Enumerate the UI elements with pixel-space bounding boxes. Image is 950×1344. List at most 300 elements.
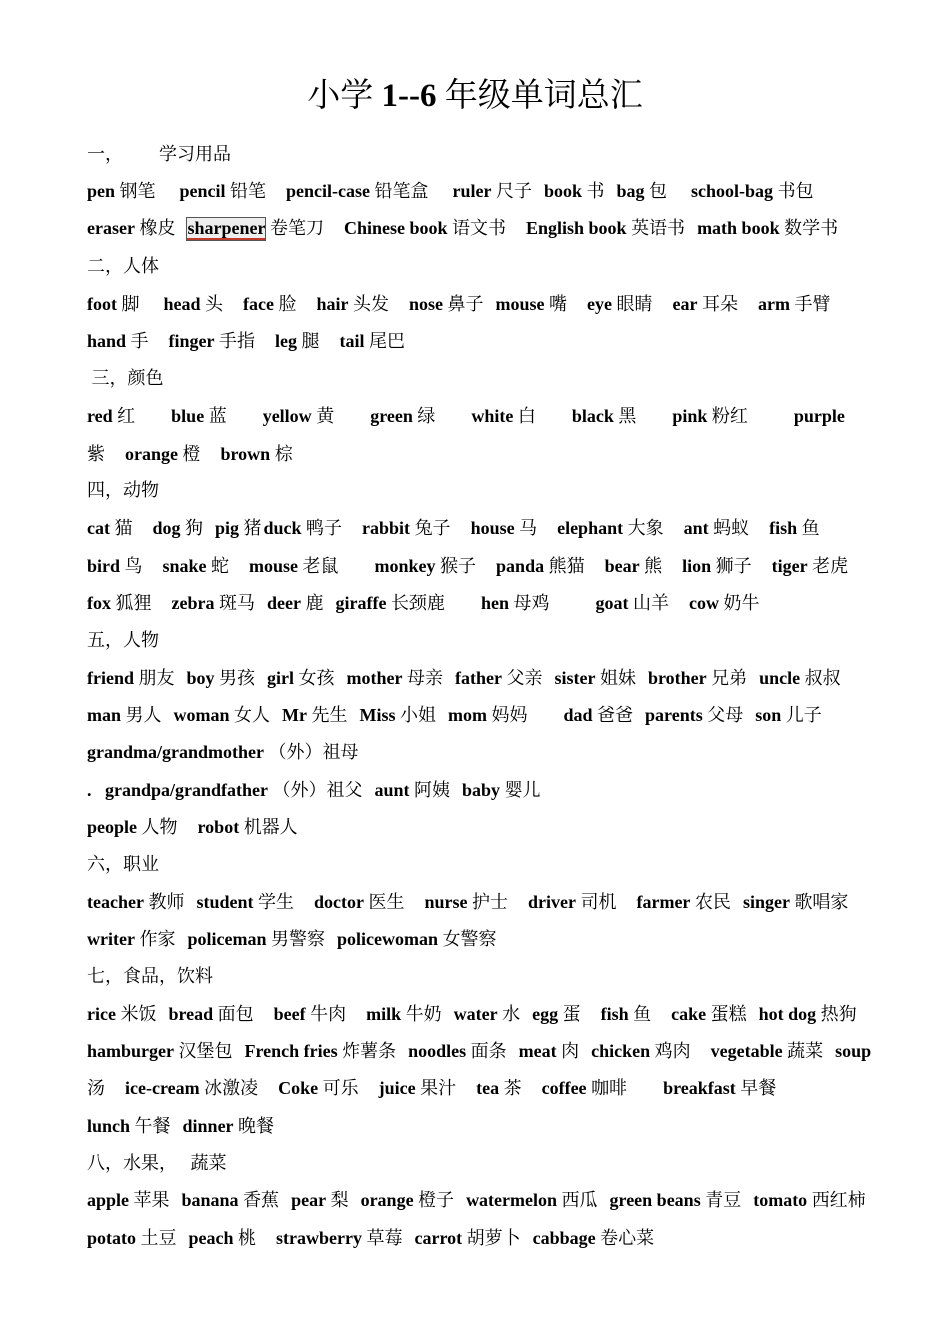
chinese-translation: 早餐	[740, 1078, 777, 1099]
english-word: duck	[263, 518, 302, 538]
word-entry	[794, 406, 845, 426]
section-heading	[87, 622, 195, 659]
chinese-translation: 尾巴	[369, 331, 406, 352]
english-word: dinner	[182, 1116, 234, 1136]
word-entry	[414, 1228, 520, 1248]
word-line	[87, 772, 541, 809]
chinese-translation: 男人	[125, 705, 162, 726]
english-word: tea	[476, 1078, 500, 1098]
chinese-translation: 朋友	[138, 668, 175, 689]
english-word: cat	[87, 518, 110, 538]
english-word: banana	[181, 1190, 239, 1210]
word-entry	[471, 518, 538, 538]
chinese-translation: 粉红	[711, 406, 748, 427]
word-entry	[87, 331, 149, 351]
word-entry	[673, 294, 738, 314]
chinese-translation: 学生	[257, 892, 294, 913]
word-entry	[682, 556, 752, 576]
chinese-translation: 大象	[627, 518, 664, 539]
chinese-translation: 脚	[121, 294, 140, 315]
word-entry	[591, 1041, 691, 1061]
word-line	[87, 1220, 654, 1257]
chinese-translation: 兔子	[414, 518, 451, 539]
word-entry	[645, 705, 743, 725]
chinese-translation: 山羊	[632, 593, 669, 614]
section-heading	[87, 360, 204, 397]
word-entry	[87, 593, 152, 613]
english-word: farmer	[636, 892, 691, 912]
chinese-translation: 西瓜	[561, 1190, 598, 1211]
word-line	[87, 210, 838, 247]
word-entry	[87, 742, 359, 762]
chinese-translation: 熊	[644, 556, 663, 577]
chinese-translation: 鸭子	[306, 518, 343, 539]
word-entry	[171, 406, 227, 426]
english-word: red	[87, 406, 113, 426]
english-word: vegetable	[710, 1041, 783, 1061]
chinese-translation: 婴儿	[504, 780, 541, 801]
english-word: hamburger	[87, 1041, 174, 1061]
english-word: meat	[518, 1041, 557, 1061]
word-entry	[249, 556, 339, 576]
chinese-translation: 爸爸	[597, 705, 634, 726]
word-entry	[282, 705, 347, 725]
word-entry	[340, 331, 406, 351]
word-line	[87, 173, 814, 210]
word-entry	[196, 892, 294, 912]
chinese-translation: 面条	[470, 1041, 507, 1062]
english-word: tail	[339, 331, 365, 351]
english-word: sister	[554, 668, 596, 688]
english-word: deer	[266, 593, 301, 613]
word-entry	[526, 218, 685, 238]
word-entry	[263, 406, 335, 426]
chinese-translation: 面包	[217, 1004, 254, 1025]
chinese-translation: 猫	[114, 518, 133, 539]
word-entry	[759, 668, 841, 688]
english-word: man	[87, 705, 122, 725]
section-heading-text: 八，水果， 蔬菜	[87, 1153, 263, 1173]
english-word: pink	[672, 406, 708, 426]
english-word: hen	[480, 593, 509, 613]
english-word: sharpener	[187, 218, 266, 238]
word-line	[87, 548, 848, 585]
chinese-translation: 作家	[139, 929, 176, 950]
english-word: lion	[682, 556, 712, 576]
chinese-translation: 兄弟	[711, 668, 748, 689]
english-word: pear	[291, 1190, 327, 1210]
word-entry	[183, 1116, 275, 1136]
chinese-translation: 女孩	[298, 668, 335, 689]
english-word: Coke	[278, 1078, 319, 1098]
chinese-translation: 肉	[561, 1041, 580, 1062]
english-word: egg	[532, 1004, 559, 1024]
english-word: foot	[87, 294, 117, 314]
chinese-translation: 米饭	[120, 1004, 157, 1025]
english-word: coffee	[541, 1078, 587, 1098]
chinese-translation: 晚餐	[238, 1116, 275, 1137]
word-entry	[87, 1041, 233, 1061]
english-word: brother	[647, 668, 707, 688]
chinese-translation: 狐狸	[115, 593, 152, 614]
chinese-translation: 儿子	[785, 705, 822, 726]
english-word: bag	[616, 181, 645, 201]
english-word: mouse	[249, 556, 299, 576]
word-entry	[564, 705, 634, 725]
chinese-translation: 姐妹	[599, 668, 636, 689]
english-word: water	[453, 1004, 498, 1024]
word-line	[87, 697, 822, 734]
english-word: math book	[697, 218, 780, 238]
word-entry	[605, 556, 663, 576]
english-word: girl	[267, 668, 295, 688]
word-line	[87, 1108, 274, 1145]
chinese-translation: 鱼	[633, 1004, 652, 1025]
word-entry	[187, 668, 256, 688]
word-entry	[663, 1078, 776, 1098]
english-word: hot dog	[758, 1004, 817, 1024]
title-prefix: 小学	[307, 78, 382, 114]
word-entry	[636, 892, 730, 912]
chinese-translation: 奶牛	[723, 593, 760, 614]
chinese-translation: 橡皮	[139, 218, 176, 239]
chinese-translation: （外）祖父	[272, 780, 363, 801]
chinese-translation: 教师	[148, 892, 185, 913]
word-entry	[375, 556, 477, 576]
word-entry	[125, 1078, 258, 1098]
word-entry	[409, 294, 484, 314]
english-word: Chinese book	[343, 218, 448, 238]
title-suffix: 年级单词总汇	[436, 78, 643, 114]
english-word: bread	[168, 1004, 214, 1024]
english-word: rabbit	[362, 518, 411, 538]
english-word: mom	[448, 705, 488, 725]
chinese-translation: 蓝	[208, 406, 227, 427]
word-entry	[466, 1190, 597, 1210]
english-word: strawberry	[276, 1228, 362, 1248]
chinese-translation: 黄	[316, 406, 335, 427]
word-entry	[758, 294, 830, 314]
word-entry	[267, 593, 323, 613]
english-word: grandma/grandmother	[87, 742, 264, 762]
word-entry	[87, 406, 135, 426]
chinese-translation: 汤	[87, 1078, 105, 1099]
chinese-translation: 书包	[777, 181, 814, 202]
word-entry	[87, 1228, 177, 1248]
english-word: fish	[600, 1004, 629, 1024]
word-entry	[163, 556, 230, 576]
section-heading	[87, 958, 245, 995]
word-entry	[286, 181, 428, 201]
chinese-translation: 卷心菜	[600, 1228, 655, 1249]
english-word: nurse	[424, 892, 468, 912]
chinese-translation: 机器人	[243, 817, 298, 838]
english-word: watermelon	[466, 1190, 558, 1210]
english-word: orange	[125, 444, 178, 464]
section-heading	[87, 846, 222, 883]
english-word: ice-cream	[125, 1078, 200, 1098]
chinese-translation: 草莓	[366, 1228, 403, 1249]
chinese-translation: 耳朵	[702, 294, 738, 315]
chinese-translation: 英语书	[631, 218, 686, 239]
word-entry	[152, 518, 203, 538]
chinese-translation: 老鼠	[302, 556, 339, 577]
english-word: potato	[87, 1228, 136, 1248]
chinese-translation: 蛇	[211, 556, 230, 577]
english-word: uncle	[759, 668, 801, 688]
word-entry	[601, 1004, 652, 1024]
word-entry	[362, 518, 451, 538]
chinese-translation: 西红柿	[811, 1190, 866, 1211]
chinese-translation: 农民	[694, 892, 731, 913]
chinese-translation: 马	[519, 518, 538, 539]
word-line	[87, 996, 857, 1033]
word-entry	[87, 444, 105, 464]
word-entry	[314, 892, 404, 912]
word-entry	[755, 705, 822, 725]
chinese-translation: 蛋	[562, 1004, 581, 1025]
word-line	[87, 1033, 871, 1070]
english-word: brown	[220, 444, 271, 464]
english-word: tiger	[771, 556, 808, 576]
chinese-translation: 包	[649, 181, 668, 202]
word-entry	[361, 1190, 455, 1210]
word-entry	[264, 518, 343, 538]
english-word: son	[755, 705, 782, 725]
english-word: dad	[563, 705, 593, 725]
word-entry	[532, 1004, 581, 1024]
word-entry	[697, 218, 838, 238]
chinese-translation: 猪	[243, 518, 262, 539]
english-word: Mr	[282, 705, 308, 725]
chinese-translation: 橙	[182, 444, 201, 465]
english-word: purple	[793, 406, 845, 426]
word-entry	[87, 929, 175, 949]
english-word: blue	[171, 406, 205, 426]
english-word: aunt	[374, 780, 410, 800]
section-heading	[87, 472, 195, 509]
chinese-translation: 鸟	[124, 556, 143, 577]
english-word: mouse	[495, 294, 545, 314]
english-word: soup	[835, 1041, 872, 1061]
chinese-translation: 桃	[238, 1228, 256, 1249]
chinese-translation: 茶	[503, 1078, 522, 1099]
word-entry	[528, 892, 616, 912]
section-heading-text: 二，人体	[87, 256, 204, 276]
chinese-translation: 头发	[353, 294, 390, 315]
word-entry	[87, 668, 175, 688]
word-entry	[557, 518, 664, 538]
word-entry	[317, 294, 390, 314]
word-entry	[180, 181, 267, 201]
word-entry	[544, 181, 605, 201]
word-entry	[496, 294, 568, 314]
chinese-translation: 熊猫	[548, 556, 585, 577]
word-entry	[87, 705, 162, 725]
word-entry	[572, 406, 637, 426]
english-word: face	[243, 294, 274, 314]
word-entry	[87, 556, 143, 576]
chinese-translation: 黑	[618, 406, 637, 427]
chinese-translation: 尺子	[496, 181, 532, 202]
chinese-translation: 冰激凌	[204, 1078, 259, 1099]
english-word: eraser	[87, 218, 135, 238]
chinese-translation: 语文书	[452, 218, 506, 239]
title-grade-range: 1--6	[381, 78, 437, 114]
chinese-translation: 蚂蚁	[713, 518, 750, 539]
chinese-translation: 书	[586, 181, 605, 202]
english-word: singer	[742, 892, 790, 912]
word-line	[87, 1182, 866, 1219]
english-word: rice	[87, 1004, 116, 1024]
english-word: goat	[595, 593, 629, 613]
word-entry	[87, 1004, 156, 1024]
english-word: snake	[162, 556, 207, 576]
english-word: juice	[378, 1078, 416, 1098]
word-entry	[274, 1004, 346, 1024]
english-word: pencil-case	[286, 181, 371, 201]
english-word: giraffe	[335, 593, 387, 613]
word-entry	[471, 406, 536, 426]
chinese-translation: 胡萝卜	[466, 1228, 521, 1249]
word-line	[87, 660, 841, 697]
chinese-translation: 斑马	[218, 593, 255, 614]
english-word: tomato	[753, 1190, 808, 1210]
chinese-translation: 午餐	[134, 1116, 171, 1137]
word-line	[87, 436, 293, 473]
word-entry	[476, 1078, 521, 1098]
english-word: panda	[496, 556, 545, 576]
word-entry	[408, 1041, 507, 1061]
word-entry	[245, 1041, 397, 1061]
english-word: peach	[188, 1228, 234, 1248]
english-word: orange	[360, 1190, 414, 1210]
word-entry	[595, 593, 669, 613]
chinese-translation: 狮子	[715, 556, 752, 577]
word-entry	[648, 668, 747, 688]
english-word: finger	[168, 331, 215, 351]
chinese-translation: 热狗	[820, 1004, 857, 1025]
english-word: bear	[604, 556, 640, 576]
chinese-translation: 铅笔	[230, 181, 267, 202]
english-word: milk	[366, 1004, 402, 1024]
english-word: head	[163, 294, 201, 314]
chinese-translation: 女警察	[442, 929, 497, 950]
section-heading-text: 六，职业	[87, 854, 222, 874]
page-title	[0, 72, 950, 120]
word-entry	[87, 780, 363, 800]
english-word: doctor	[313, 892, 364, 912]
english-word: baby	[462, 780, 501, 800]
chinese-translation: 鼻子	[447, 294, 484, 315]
english-word: nose	[409, 294, 444, 314]
english-word: friend	[87, 668, 134, 688]
word-entry	[366, 1004, 442, 1024]
word-entry	[198, 817, 298, 837]
word-entry	[519, 1041, 579, 1061]
word-line	[87, 323, 405, 360]
word-entry	[554, 668, 635, 688]
chinese-translation: 梨	[330, 1190, 349, 1211]
section-heading-text: 五，人物	[87, 630, 195, 650]
english-word: hair	[316, 294, 349, 314]
word-entry	[276, 1228, 402, 1248]
chinese-translation: 母鸡	[513, 593, 550, 614]
word-entry	[243, 294, 296, 314]
chinese-translation: 狗	[185, 518, 203, 539]
english-word: French fries	[244, 1041, 338, 1061]
chinese-translation: 男警察	[270, 929, 325, 950]
word-entry	[87, 817, 178, 837]
english-word: father	[455, 668, 502, 688]
chinese-translation: 紫	[87, 444, 105, 465]
chinese-translation: 香蕉	[243, 1190, 280, 1211]
word-entry	[187, 929, 325, 949]
word-entry	[168, 1004, 253, 1024]
chinese-translation: 长颈鹿	[390, 593, 445, 614]
word-entry	[448, 705, 528, 725]
chinese-translation: 咖啡	[591, 1078, 628, 1099]
word-entry	[187, 218, 324, 238]
chinese-translation: 蛋糕	[710, 1004, 747, 1025]
chinese-translation: 蔬菜	[787, 1041, 824, 1062]
word-entry	[617, 181, 668, 201]
chinese-translation: 白	[517, 406, 536, 427]
english-word: woman	[173, 705, 230, 725]
english-word: cow	[688, 593, 719, 613]
word-entry	[87, 181, 156, 201]
english-word: black	[571, 406, 614, 426]
section-heading-text: 三，颜色	[87, 368, 204, 388]
chinese-translation: 鹿	[305, 593, 324, 614]
word-entry	[835, 1041, 871, 1061]
english-word: parents	[645, 705, 703, 725]
word-entry	[672, 406, 748, 426]
chinese-translation: 数学书	[784, 218, 839, 239]
word-entry	[743, 892, 849, 912]
word-entry	[424, 892, 508, 912]
chinese-translation: 卷笔刀	[269, 218, 324, 239]
chinese-translation: 手	[130, 331, 149, 352]
chinese-translation: 手臂	[794, 294, 831, 315]
chinese-translation: 钢笔	[119, 181, 156, 202]
chinese-translation: 妈妈	[491, 705, 528, 726]
english-word: beef	[273, 1004, 306, 1024]
word-line	[87, 809, 298, 846]
word-line	[87, 884, 848, 921]
word-entry	[453, 181, 532, 201]
english-word: noodles	[408, 1041, 467, 1061]
english-word: green	[370, 406, 413, 426]
word-entry	[533, 1228, 655, 1248]
word-entry	[481, 593, 550, 613]
chinese-translation: 牛肉	[310, 1004, 347, 1025]
chinese-translation: 男孩	[219, 668, 256, 689]
english-word: bird	[87, 556, 121, 576]
chinese-translation: 红	[117, 406, 136, 427]
english-word: ear	[672, 294, 698, 314]
english-word: pencil	[179, 181, 226, 201]
english-word: policeman	[187, 929, 267, 949]
chinese-translation: 牛奶	[405, 1004, 442, 1025]
english-word: dog	[152, 518, 181, 538]
english-word: house	[470, 518, 515, 538]
word-entry	[87, 1078, 105, 1098]
english-word: pig	[215, 518, 240, 538]
word-entry	[759, 1004, 857, 1024]
section-heading	[87, 136, 276, 173]
section-heading-text: 一， 学习用品	[87, 144, 276, 164]
